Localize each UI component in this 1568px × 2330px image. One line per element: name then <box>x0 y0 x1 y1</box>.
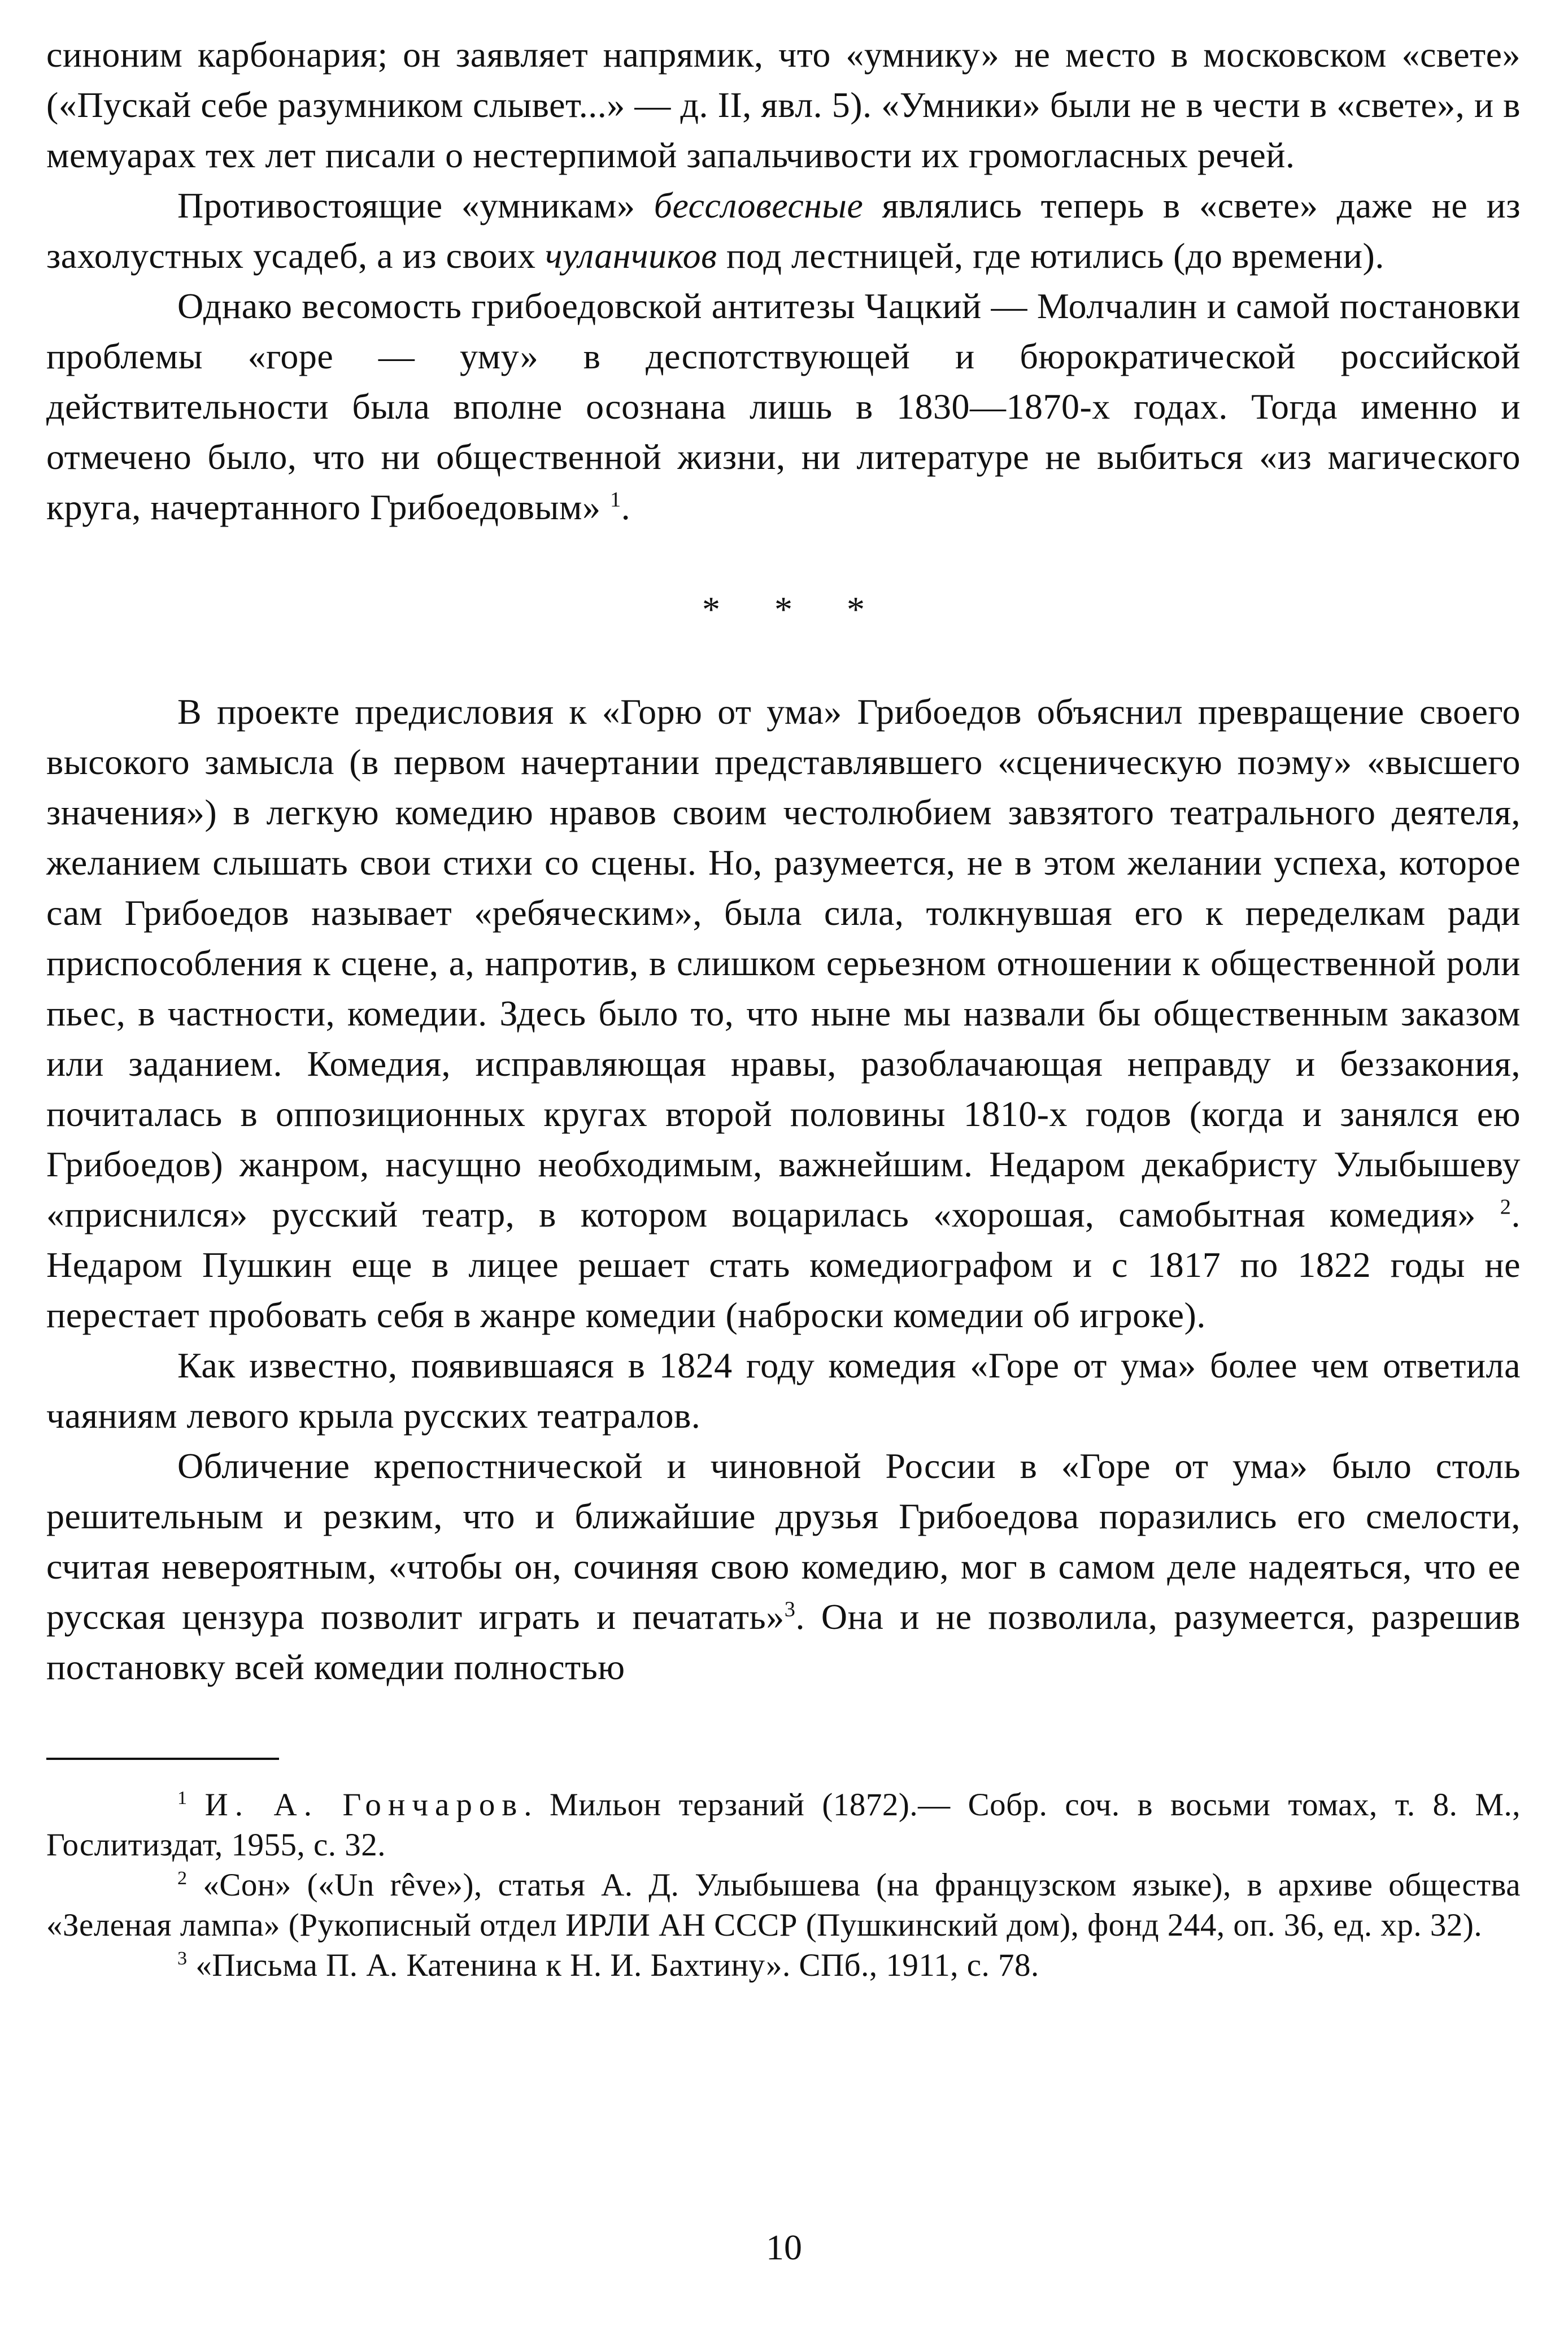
paragraph-4-end: . Недаром Пушкин еще в лицее решает стать комедиографом и с 1817 по 1822 годы не перестает пробовать себя в жанре комедии (наброски комедии об игроке). <box>46 1194 1521 1335</box>
paragraph-4-text: В проекте предисловия к «Горю от ума» Грибоедов объяснил превращение своего высокого замысла (в первом начертании представлявшего «сценическую поэму» «высшего значения») в легкую комедию нравов своим честолюбием завзятого театрального деятеля, желанием слышать свои стихи со сцены. Но, разумеется, не в этом желании успеха, которое сам Грибоедов называет «ребяческим», была сила, толкнувшая его к переделкам ради приспособления к сцене, а, напротив, в слишком серьезном отношении к общественной роли пьес, в частности, комедии. Здесь было то, что ныне мы назвали бы общественным заказом или заданием. Комедия, исправляющая нравы, разоблачающая неправду и беззакония, почиталась в оппозиционных кругах второй половины 1810-х годов (когда и занялся ею Грибоедов) жанром, насущно необходимым, важнейшим. Недаром декабристу Улыбышеву «приснился» русский театр, в котором воцарилась «хорошая, самобытная комедия» <box>46 692 1521 1234</box>
footnote-mark-3: 3 <box>177 1948 188 1969</box>
paragraph-6-end: . Она и не позволила, разумеется, разрешив постановку всей комедии полностью <box>46 1597 1521 1687</box>
footnotes <box>46 1785 1521 1985</box>
footnote-1 <box>46 1785 1521 1865</box>
main-text-top <box>46 29 1521 532</box>
footnote-1-text: . Мильон терзаний (1872).— Собр. соч. в восьми томах, т. 8. М., Гослитиздат, 1955, с. 32. <box>46 1787 1521 1863</box>
footnote-3-text: «Письма П. А. Катенина к Н. И. Бахтину». СПб., 1911, с. 78. <box>195 1948 1039 1983</box>
paragraph-6-text: Обличение крепостнической и чиновной России в «Горе от ума» было столь решительным и резким, что и ближайшие друзья Грибоедова поразились его смелости, считая невероятным, «чтобы он, сочиняя свою комедию, мог в самом деле надеяться, что ее русская цензура позволит играть и печатать» <box>46 1446 1521 1637</box>
footnote-1-author: И. А. Гончаров <box>204 1787 524 1823</box>
paragraph-2-text-a: Противостоящие «умникам» <box>177 185 654 225</box>
footnote-3 <box>46 1945 1521 1985</box>
paragraph-1-text: синоним карбонария; он заявляет напрямик, что «умнику» не место в московском «свете» («Пускай себе разумником слывет...» — д. II, явл. 5). «Умники» были не в чести в «свете», и в мемуарах тех лет писали о нестерпимой запальчивости их громогласных речей. <box>46 34 1521 175</box>
main-text-bottom <box>46 686 1521 1692</box>
footnote-divider <box>46 1758 279 1760</box>
section-separator: * * * <box>702 589 887 629</box>
paragraph-2-italic-b: чуланчиков <box>545 236 717 276</box>
paragraph-5 <box>46 1340 1521 1441</box>
footnote-mark-1: 1 <box>177 1788 188 1809</box>
paragraph-2-text-c: под лестницей, где ютились (до времени). <box>717 236 1384 276</box>
footnote-2 <box>46 1865 1521 1945</box>
paragraph-3 <box>46 281 1521 532</box>
paragraph-3-end: . <box>621 487 631 527</box>
paragraph-1 <box>46 29 1521 180</box>
footnote-ref-1: 1 <box>609 488 621 512</box>
paragraph-5-text: Как известно, появившаяся в 1824 году комедия «Горе от ума» более чем ответила чаяниям левого крыла русских театралов. <box>46 1345 1521 1436</box>
footnote-ref-3: 3 <box>784 1597 796 1622</box>
footnote-mark-2: 2 <box>177 1868 188 1889</box>
page-number: 10 <box>766 2227 802 2267</box>
footnote-ref-2: 2 <box>1500 1195 1512 1219</box>
paragraph-2 <box>46 180 1521 281</box>
paragraph-6 <box>46 1441 1521 1692</box>
paragraph-2-italic-a: бессловесные <box>654 185 864 225</box>
paragraph-2-text-b: являлись теперь в «свете» даже не из захолустных усадеб, а из своих <box>46 185 1521 276</box>
footnote-2-text: «Сон» («Un rêve»), статья А. Д. Улыбышева (на французском языке), в архиве общества «Зеленая лампа» (Рукописный отдел ИРЛИ АН СССР (Пушкинский дом), фонд 244, оп. 36, ед. хр. 32). <box>46 1867 1521 1943</box>
paragraph-3-text: Однако весомость грибоедовской антитезы Чацкий — Молчалин и самой постановки проблемы «горе — уму» в деспотствующей и бюрократической российской действительности была вполне осознана лишь в 1830—1870-х годах. Тогда именно и отмечено было, что ни общественной жизни, ни литературе не выбиться «из магического круга, начертанного Грибоедовым» <box>46 286 1521 527</box>
page-body <box>46 29 1521 1985</box>
paragraph-4 <box>46 686 1521 1340</box>
